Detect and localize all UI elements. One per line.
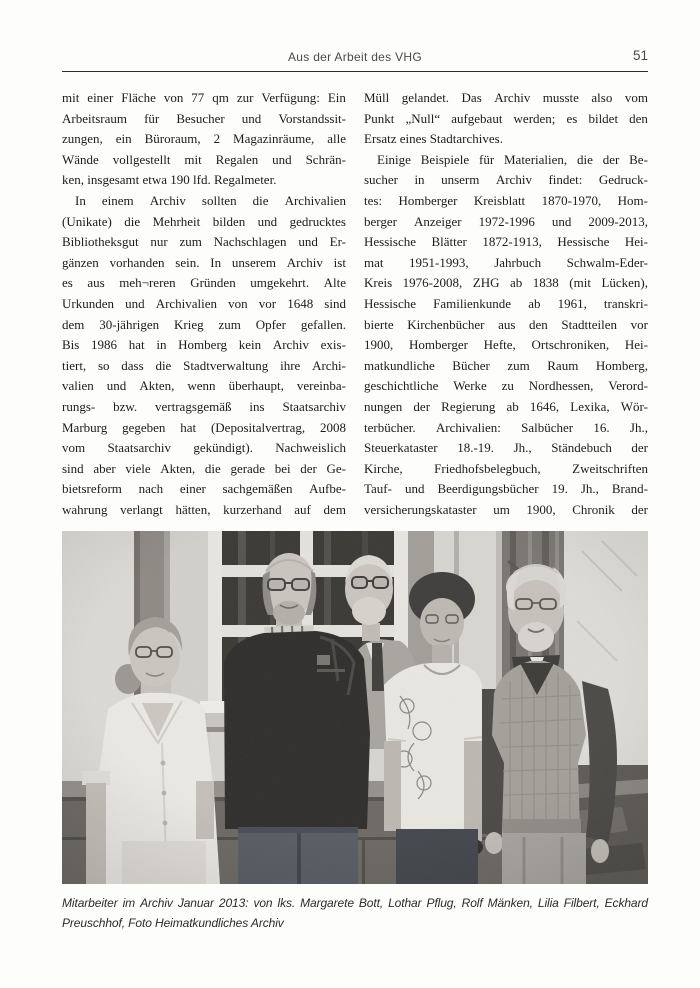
archive-group-photo [62,531,648,884]
archive-group-photo-illustration [62,531,648,884]
running-head [62,0,648,66]
page-content [62,0,648,933]
page-number: 51 [632,48,648,63]
article-body [62,88,648,520]
header-divider [62,71,648,72]
left-column: mit einer Fläche von 77 qm zur Verfügung: Ein Arbeitsraum für Besucher und Vorstandssit- zungen, ein Büroraum, 2 Magazinräume, alle Wände vollgestellt mit Regalen und Schrän- ken, insgesamt etwa 190 lfd. Regalmeter. In einem Archiv sollten die Archivalien (Unikate) die Mehrheit bilden und gedrucktes Bibliotheksgut nur zum Nachschlagen und Er- gänzen vorhanden sein. In unserem Archiv ist es aus meh¬reren Gründen umgekehrt. Alte Urkunden und Archivalien von vor 1648 sind dem 30-jährigen Krieg zum Opfer gefallen. Bis 1986 hat in Homberg kein Archiv exis- tiert, so dass die Stadtverwaltung ihre Archi- valien und Akten, wenn überhaupt, vereinba- rungs- bzw. vertragsgemäß ins Staatsarchiv Marburg gegeben hat (Depositalvertrag, 2008 vom Staatsarchiv gekündigt). Nachweislich sind aber viele Akten, die gerade bei der Ge- bietsreform nach einer sachgemäßen Aufbe- wahrung verlangt hätten, kurzerhand auf dem [62,90,346,517]
right-column: Müll gelandet. Das Archiv musste also vom Punkt „Null“ aufgebaut werden; es bildet den Ersatz eines Stadtarchives. Einige Beispiele für Materialien, die der Be- sucher in unserm Archiv findet: Gedruck- tes: Homberger Kreisblatt 1870-1970, Hom- berger Anzeiger 1972-1996 und 2009-2013, Hessische Blätter 1872-1913, Hessische Hei- mat 1951-1993, Jahrbuch Schwalm-Eder- Kreis 1976-2008, ZHG ab 1838 (mit Lücken), Hessische Familienkunde ab 1961, transkri- bierte Kirchenbücher aus den Stadtteilen vor 1900, Homberger Hefte, Ortschroniken, Hei- matkundliche Bücher zum Raum Homberg, geschichtliche Werke zu Nordhessen, Verord- nungen der Regierung ab 1646, Lexika, Wör- terbücher. Archivalien: Salbücher 16. Jh., Steuerkataster 18.-19. Jh., Ständebuch der Kirche, Friedhofsbelegbuch, Zweitschriften Tauf- und Beerdigungsbücher 19. Jh., Brand- versicherungskataster um 1900, Chronik der [364,90,648,517]
running-title: Aus der Arbeit des VHG [288,50,422,64]
photo-vignette-overlay [62,531,648,884]
page-header [62,0,648,72]
photo-caption: Mitarbeiter im Archiv Januar 2013: von lks. Margarete Bott, Lothar Pflug, Rolf Mänken, Lilia Filbert, Eckhard Preuschhof, Foto Heimatkundliches Archiv [62,896,648,930]
